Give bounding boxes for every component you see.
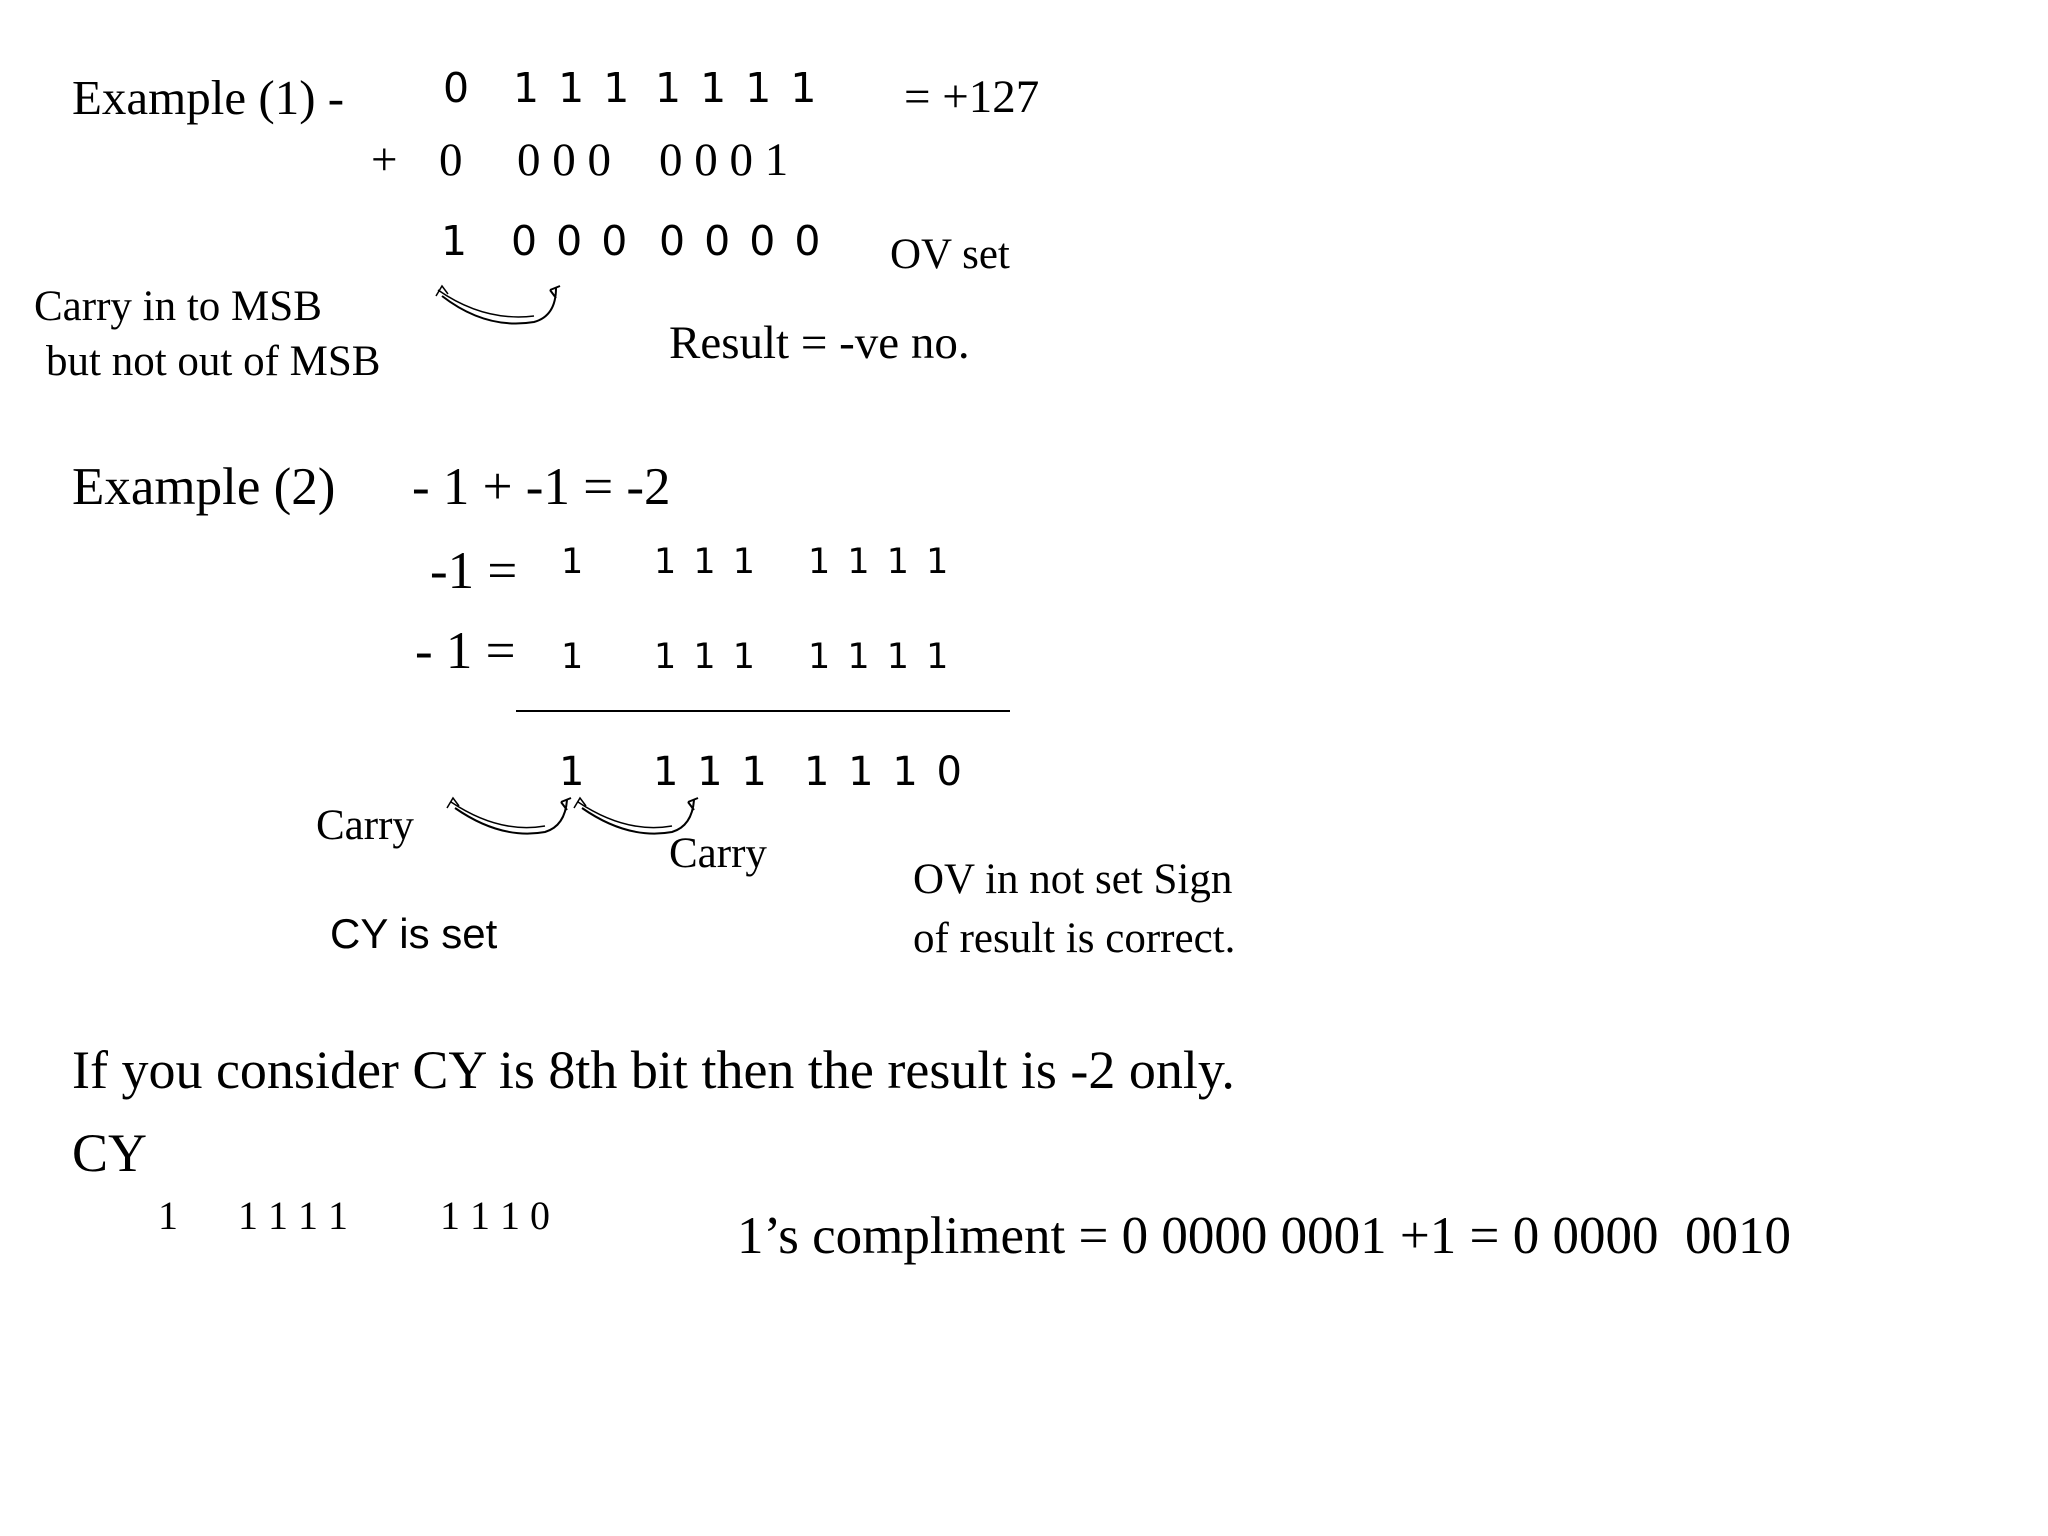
example1-sum-nibble1: 0 0 0 bbox=[511, 217, 631, 265]
example2-row1-lhs: -1 = bbox=[430, 542, 518, 600]
example1-sum-sign: 1 bbox=[441, 217, 471, 265]
example2-carry-arrow-left-icon bbox=[445, 794, 573, 842]
conclusion-cy-nibble2: 1 1 1 0 bbox=[440, 1193, 550, 1238]
example1-row2-sign: 0 bbox=[439, 134, 463, 186]
example2-cy-note: CY is set bbox=[330, 910, 498, 957]
example2-carry-right-label: Carry bbox=[669, 830, 767, 877]
example2-equation: - 1 + -1 = -2 bbox=[412, 458, 671, 516]
example1-row1-sign: 0 bbox=[443, 64, 473, 112]
example2-row1-nibble2: 1 1 1 1 bbox=[808, 542, 952, 582]
example2-sum-rule bbox=[516, 710, 1010, 712]
example2-row2-nibble2: 1 1 1 1 bbox=[808, 637, 952, 677]
example1-carry-arrow-icon bbox=[434, 282, 564, 332]
example1-value-note: = +127 bbox=[904, 71, 1040, 123]
conclusion-cy-label: CY bbox=[72, 1123, 148, 1183]
example1-row2-nibble2: 0 0 0 1 bbox=[659, 134, 789, 186]
conclusion-ones-complement: 1’s compliment = 0 0000 0001 +1 = 0 0000 0010 bbox=[737, 1207, 1791, 1265]
example2-row1-nibble1: 1 1 1 bbox=[654, 542, 759, 582]
example2-sum-nibble1: 1 1 1 bbox=[653, 749, 770, 795]
example2-row2-lhs: - 1 = bbox=[415, 622, 516, 680]
example2-ov-note-line2: of result is correct. bbox=[913, 915, 1236, 962]
example1-row2-nibble1: 0 0 0 bbox=[517, 134, 611, 186]
example2-row2-nibble1: 1 1 1 bbox=[654, 637, 759, 677]
example2-row2-sign: 1 bbox=[561, 637, 587, 677]
example1-plus-operator: + bbox=[371, 134, 398, 186]
example2-carry-left-label: Carry bbox=[316, 802, 414, 849]
conclusion-cy-msb: 1 bbox=[158, 1193, 178, 1238]
example1-carry-note-line1: Carry in to MSB bbox=[34, 283, 322, 330]
example1-ov-note: OV set bbox=[890, 231, 1010, 278]
example2-sum-nibble2: 1 1 1 0 bbox=[804, 749, 965, 795]
example1-result-note: Result = -ve no. bbox=[669, 317, 970, 369]
example1-row1-nibble2: 1 1 1 1 bbox=[655, 64, 820, 112]
example1-carry-note-line2: but not out of MSB bbox=[46, 338, 381, 385]
example1-row1-nibble1: 1 1 1 bbox=[513, 64, 633, 112]
example2-ov-note-line1: OV in not set Sign bbox=[913, 856, 1233, 903]
example2-row1-sign: 1 bbox=[561, 542, 587, 582]
example2-label: Example (2) bbox=[72, 458, 336, 516]
example1-sum-nibble2: 0 0 0 0 bbox=[659, 217, 824, 265]
example1-label: Example (1) - bbox=[72, 70, 345, 125]
example2-sum-sign: 1 bbox=[559, 749, 588, 795]
conclusion-cy-nibble1: 1 1 1 1 bbox=[238, 1193, 348, 1238]
conclusion-statement: If you consider CY is 8th bit then the result is -2 only. bbox=[72, 1040, 1235, 1100]
